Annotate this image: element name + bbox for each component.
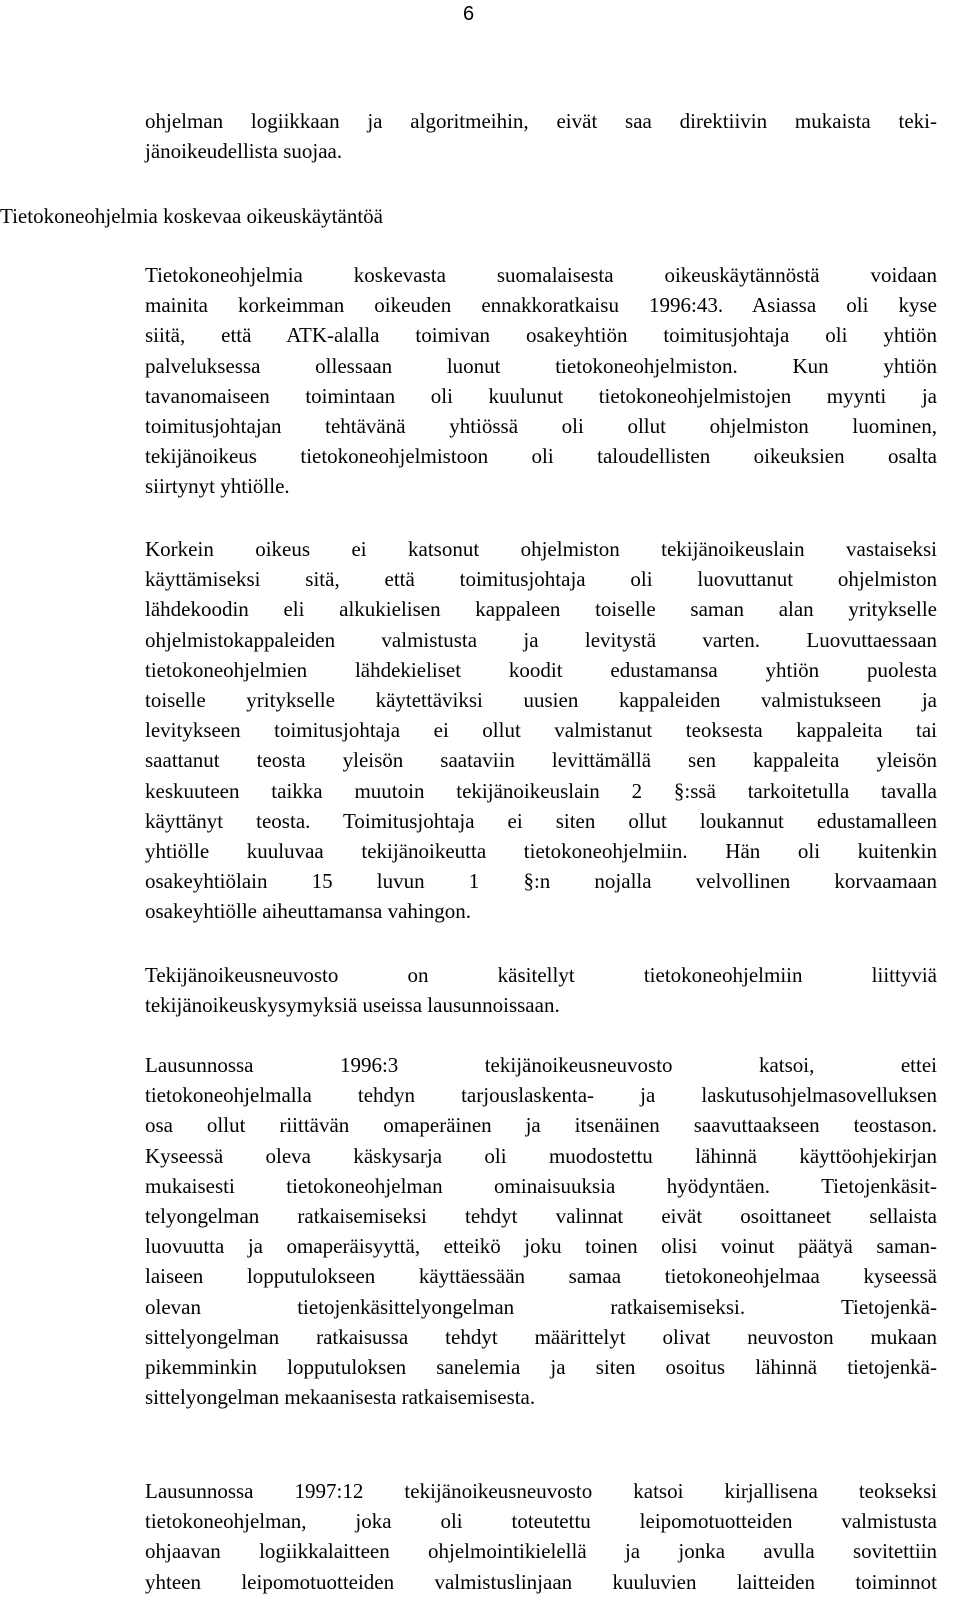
text-line: ohjelmistokappaleiden valmistusta ja levitystä varten. Luovuttaessaan [145,627,937,652]
page-number: 6 [462,3,475,25]
text-line: toiselle yritykselle käytettäviksi uusien kappaleiden valmistukseen ja [145,688,937,713]
paragraph-court-ruling [145,534,937,927]
text-line: käyttämiseksi sitä, että toimitusjohtaja oli luovuttanut ohjelmiston [145,567,937,592]
text-line: Lausunnossa 1996:3 tekijänoikeusneuvosto katsoi, ettei [145,1053,937,1077]
text-line: luovuutta ja omaperäisyyttä, etteikö joku toinen olisi voinut päätyä saman- [145,1234,937,1259]
paragraph-continuation [145,106,937,166]
text-line: jänoikeudellista suojaa. [145,139,343,164]
text-line: keskuuteen taikka muutoin tekijänoikeuslain 2 §:ssä tarkoitetulla tavalla [145,778,937,803]
text-line: tavanomaiseen toimintaan oli kuulunut tietokoneohjelmistojen myynti ja [145,383,937,408]
text-line: tietokoneohjelmien lähdekieliset koodit edustamansa yhtiön puolesta [145,657,937,682]
paragraph-supreme-court-1996 [145,260,937,502]
text-line: saattanut teosta yleisön saataviin levittämällä sen kappaleita yleisön [145,748,937,773]
text-line: tietokoneohjelmalla tehdyn tarjouslaskenta- ja laskutusohjelmasovelluksen [145,1083,937,1108]
text-line: käyttänyt teosta. Toimitusjohtaja ei siten ollut loukannut edustamalleen [145,808,937,833]
text-line: mukaisesti tietokoneohjelman ominaisuuksia hyödyntäen. Tietojenkäsit- [145,1173,937,1198]
text-line: siitä, että ATK-alalla toimivan osakeyhtiön toimitusjohtaja oli yhtiön [145,323,937,348]
text-line: yhtiölle kuuluvaa tekijänoikeutta tietokoneohjelmiin. Hän oli kuitenkin [145,839,937,864]
text-line: tekijänoikeus tietokoneohjelmistoon oli taloudellisten oikeuksien osalta [145,444,937,469]
paragraph-statement-1997-12 [145,1476,937,1597]
text-line: tietokoneohjelman, joka oli toteutettu leipomotuotteiden valmistusta [145,1509,937,1534]
text-line: sittelyongelman mekaanisesta ratkaisemisesta. [145,1385,536,1410]
text-line: osakeyhtiölle aiheuttamansa vahingon. [145,899,471,924]
text-line: Tekijänoikeusneuvosto on käsitellyt tietokoneohjelmiin liittyviä [145,963,937,987]
text-line: sittelyongelman ratkaisussa tehdyt määrittelyt olivat neuvoston mukaan [145,1324,937,1349]
text-line: Tietokoneohjelmia koskevasta suomalaisesta oikeuskäytännöstä voidaan [145,263,937,287]
text-line: osakeyhtiölain 15 luvun 1 §:n nojalla velvollinen korvaamaan [145,869,937,894]
text-line: ohjelman logiikkaan ja algoritmeihin, eivät saa direktiivin mukaista teki- [145,109,937,133]
text-line: siirtynyt yhtiölle. [145,474,290,499]
text-line: toimitusjohtajan tehtävänä yhtiössä oli ollut ohjelmiston luominen, [145,414,937,439]
text-line: mainita korkeimman oikeuden ennakkoratkaisu 1996:43. Asiassa oli kyse [145,293,937,318]
text-line: pikemminkin lopputuloksen sanelemia ja siten osoitus lähinnä tietojenkä- [145,1355,937,1380]
text-line: Kyseessä oleva käskysarja oli muodostettu lähinnä käyttöohjekirjan [145,1143,937,1168]
text-line: telyongelman ratkaisemiseksi tehdyt valinnat eivät osoittaneet sellaista [145,1204,937,1229]
text-line: Lausunnossa 1997:12 tekijänoikeusneuvosto katsoi kirjallisena teokseksi [145,1479,937,1503]
text-line: laiseen lopputulokseen käyttäessään samaa tietokoneohjelmaa kyseessä [145,1264,937,1289]
text-line: tekijänoikeuskysymyksiä useissa lausunnoissaan. [145,993,560,1018]
text-line: osa ollut riittävän omaperäinen ja itsenäinen saavuttaakseen teostason. [145,1113,937,1138]
text-line: olevan tietojenkäsittelyongelman ratkaisemiseksi. Tietojenkä- [145,1294,937,1319]
text-line: palveluksessa ollessaan luonut tietokoneohjelmiston. Kun yhtiön [145,353,937,378]
text-line: levitykseen toimitusjohtaja ei ollut valmistanut teoksesta kappaleita tai [145,718,937,743]
text-line: yhteen leipomotuotteiden valmistuslinjaan kuuluvien laitteiden toiminnot [145,1569,937,1594]
paragraph-statement-1996-3 [145,1050,937,1412]
text-line: Korkein oikeus ei katsonut ohjelmiston tekijänoikeuslain vastaiseksi [145,537,937,561]
section-heading: Tietokoneohjelmia koskevaa oikeuskäytäntöä [0,204,383,228]
paragraph-copyright-council [145,960,937,1020]
text-line: lähdekoodin eli alkukielisen kappaleen toiselle saman alan yritykselle [145,597,937,622]
text-line: ohjaavan logiikkalaitteen ohjelmointikielellä ja jonka avulla sovitettiin [145,1539,937,1564]
